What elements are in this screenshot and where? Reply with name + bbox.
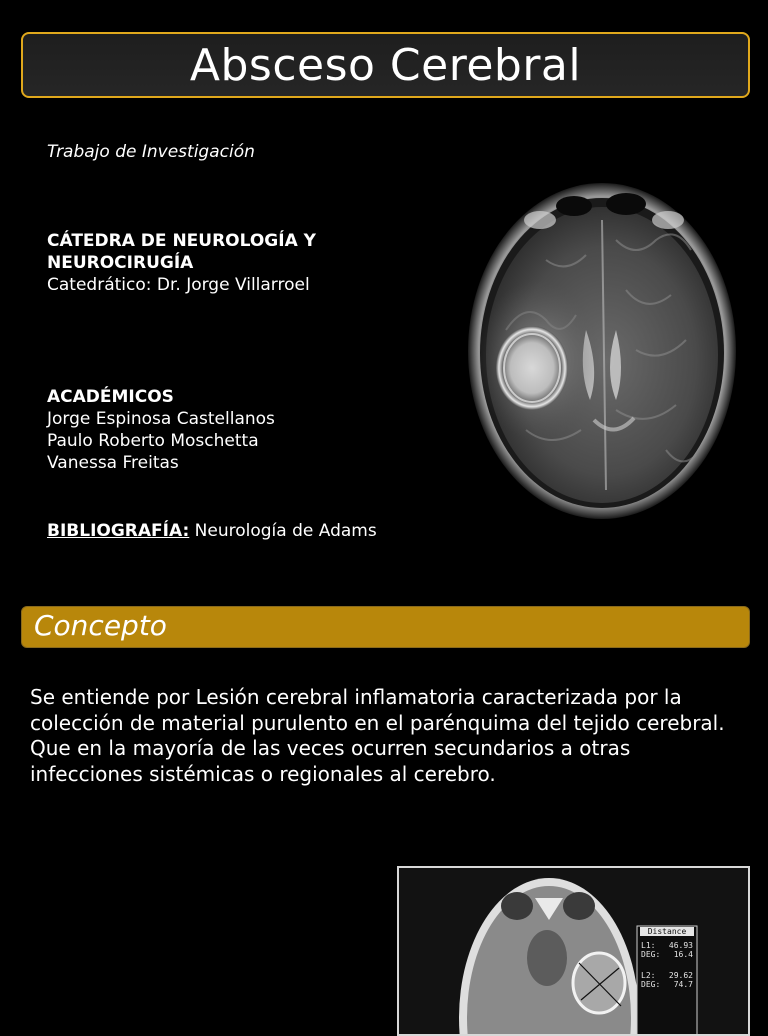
ct-deg2-value: 74.7: [673, 980, 693, 989]
academico-name: Jorge Espinosa Castellanos: [47, 409, 275, 429]
bibliografia-block: [47, 520, 377, 542]
academicos-block: [47, 386, 275, 474]
catedra-block: [47, 230, 316, 296]
bibliografia-label: BIBLIOGRAFÍA:: [47, 521, 190, 541]
ct-deg2-label: DEG:: [641, 980, 661, 989]
bibliografia-value: Neurología de Adams: [194, 521, 377, 541]
catedra-heading-line2: NEUROCIRUGÍA: [47, 253, 194, 273]
academico-name: Paulo Roberto Moschetta: [47, 431, 259, 451]
ct-l2-value: 29.62: [668, 971, 693, 980]
mri-brain-image: [466, 180, 738, 522]
catedra-heading-line1: CÁTEDRA DE NEUROLOGÍA Y: [47, 231, 316, 251]
ct-deg1-label: DEG:: [641, 950, 661, 959]
ct-l1-label: L1:: [641, 941, 656, 950]
academico-name: Vanessa Freitas: [47, 453, 179, 473]
ct-l2-label: L2:: [641, 971, 656, 980]
concepto-heading-bar: [21, 606, 750, 648]
ct-l1-value: 46.93: [668, 941, 693, 950]
concepto-text: Se entiende por Lesión cerebral inflamatoria caracterizada por la colección de material purulento en el parénquima del tejido cerebral. Que en la mayoría de las veces ocurren secundarios a otras infecciones sistémicas o regionales al cerebro.: [30, 685, 725, 786]
ct-deg1-value: 16.4: [673, 950, 693, 959]
ct-panel-title: Distance: [640, 927, 694, 936]
catedratico-text: Catedrático: Dr. Jorge Villarroel: [47, 275, 310, 295]
ct-scan-image-frame: [397, 866, 750, 1036]
ct-measurement-panel: [637, 926, 697, 1034]
academicos-heading: ACADÉMICOS: [47, 387, 174, 407]
page-title: Absceso Cerebral: [189, 39, 582, 91]
subtitle: Trabajo de Investigación: [47, 142, 255, 162]
title-banner: [21, 32, 750, 98]
concepto-heading: Concepto: [34, 609, 167, 642]
